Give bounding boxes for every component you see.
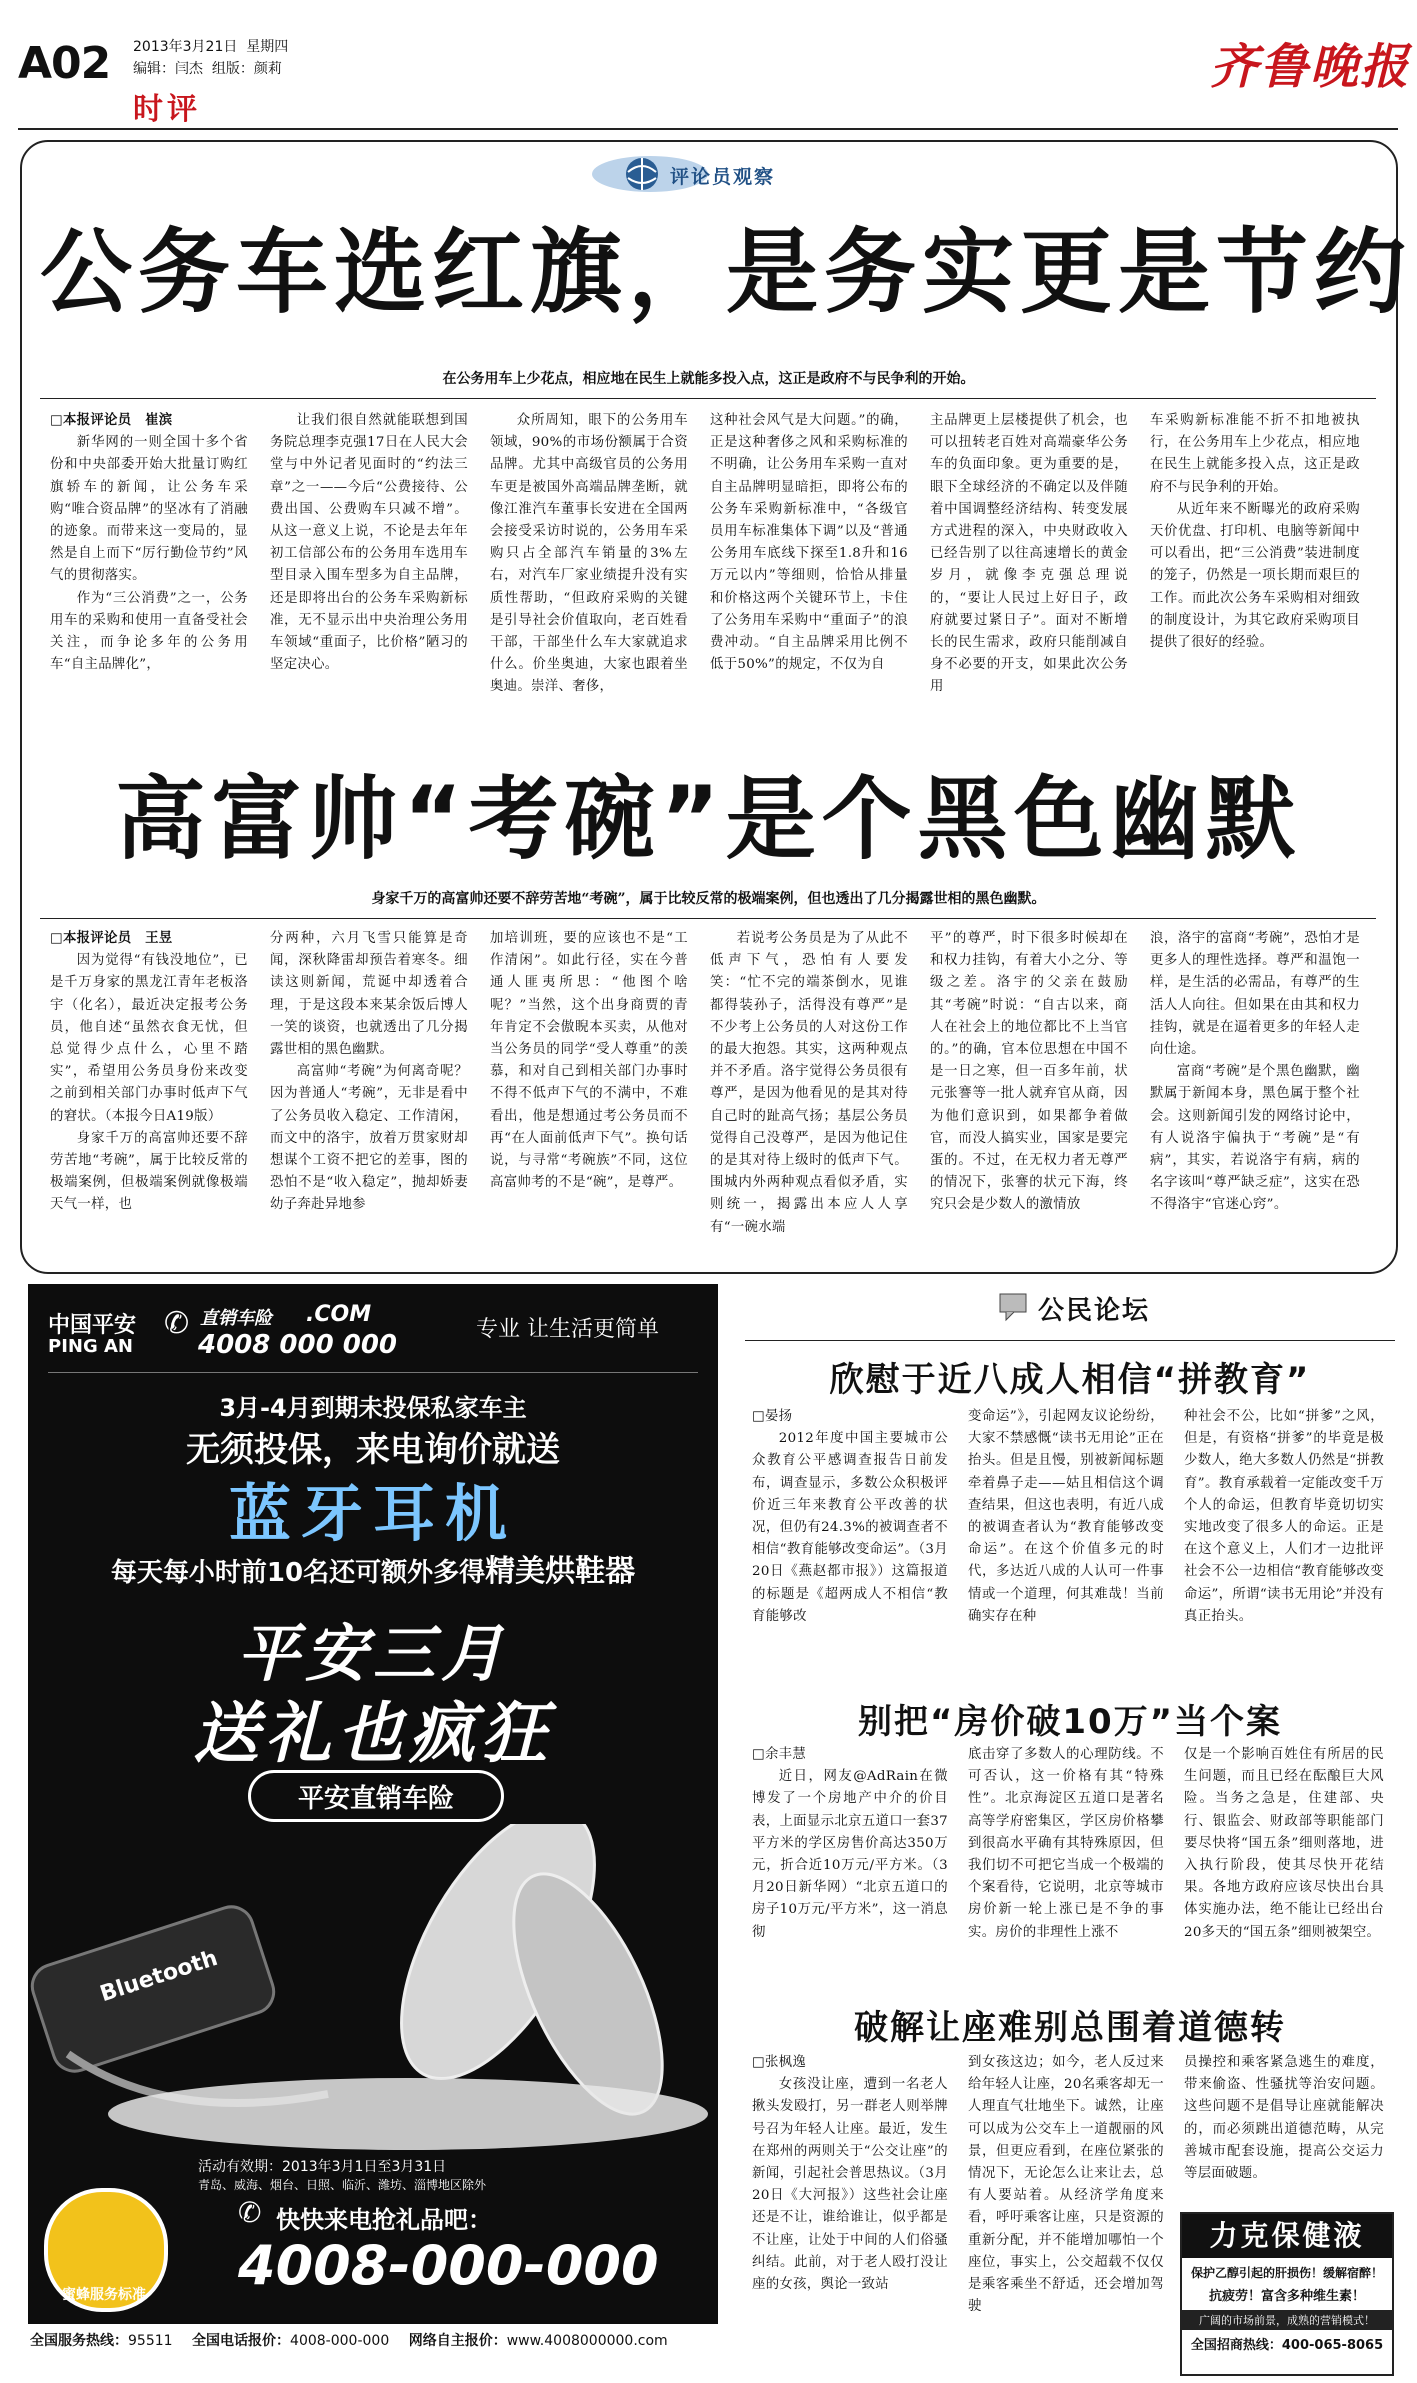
ad-promo-tag-label: 平安直销车险 (297, 1784, 454, 1814)
article1-paragraph: 众所周知，眼下的公务用车领域，90%的市场份额属于合资品牌。尤其中高级官员的公务用车更是被国外高端品牌垄断，就像江淮汽车董事长安进在全国两会接受采访时说的，公务用车采购只占全部汽车销量的3%左右，对汽车厂家业绩提升没有实质性帮助，“但政府采购的关键是引导社会价值取向，老百姓看干部，干部坐什么车大家就追求什么。价坐奥迪，大家也跟着坐奥迪。崇洋、奢侈， (490, 413, 688, 695)
ad-hotline-top: 4008 000 000 (198, 1330, 398, 1360)
forum-a1-paragraph: 2012年度中国主要城市公众教育公平感调查报告日前发布，调查显示，多数公众积极评价近三年来教育公平改善的状况，但仍有24.3%的被调查者不相信“教育能够改变命运”。（3月20日《燕赵都市报》）这篇报道的标题是《超两成人不相信“教育能够改 (752, 1431, 948, 1624)
ad-call: 快快来电抢礼品吧： (276, 2206, 492, 2234)
forum-label: 公民论坛 (1038, 1296, 1151, 1326)
ad-region: 青岛、威海、烟台、日照、临沂、潍坊、淄博地区除外 (198, 2178, 487, 2192)
article2-col6 (1150, 928, 1360, 1258)
article1-col4 (710, 410, 908, 740)
forum-a3-col2 (968, 2052, 1164, 2372)
article2-col4 (710, 928, 908, 1258)
ad-slogan: 专业 让生活更简单 (476, 1317, 659, 1342)
editor-credits: 编辑：闫杰 组版：颜莉 (133, 61, 282, 77)
ad-brand-en: PING AN (48, 1336, 133, 1357)
forum-a2-title: 别把“房价破10万”当个案 (857, 1702, 1282, 1742)
article1-paragraph: 主品牌更上层楼提供了机会，也可以扭转老百姓对高端豪华公务车的负面印象。更为重要的是，眼下全球经济的不确定以及伴随着中国调整经济结构、转变发展方式进程的深入，中央财政收入已经告别了以往高速增长的黄金岁月，就像李克强总理说的，“要让人民过上好日子，政府就要过紧日子”。面对不断增长的民生需求，政府只能削减自身不必要的开支，如果此次公务用 (930, 413, 1128, 695)
forum-a3-paragraph: 员操控和乘客紧急逃生的难度，带来偷盗、性骚扰等治安问题。这些问题不是倡导让座就能解决的，而必须跳出道德范畴，从完善城市配套设施，提高公交运力等层面破题。 (1184, 2055, 1384, 2182)
article2-paragraph: 平”的尊严，时下很多时候却在和权力挂钩，有着大小之分、等级之差。洛宇的父亲在鼓励其“考碗”时说：“自古以来，商人在社会上的地位都比不上当官的。”的确，官本位思想在中国不是一日之寒，但一百多年前，状元张謇等一批人就弃官从商，因为他们意识到，如果都争着做官，而没人搞实业，国家是要完蛋的。不过，在无权力者无尊严的情况下，张謇的状元下海，终究只会是少数人的激情放 (930, 931, 1128, 1213)
ad-call-phone-icon: ✆ (238, 2196, 262, 2229)
article1-subtitle-rule (40, 398, 1376, 399)
ad-line1: 3月-4月到期未投保私家车主 (219, 1394, 527, 1422)
ad-line4b: 精美烘鞋器 (485, 1554, 636, 1589)
forum-a2-col2 (968, 1744, 1164, 2004)
tray-icon (108, 2078, 708, 2150)
forum-a2-byline: □余丰慧 (752, 1747, 807, 1762)
issue-date: 2013年3月21日 星期四 (133, 39, 289, 55)
article2-paragraph: 身家千万的高富帅还要不辞劳苦地“考碗”，属于比较反常的极端案例，但极端案例就像极端天气一样，也 (50, 1130, 248, 1213)
ad-bee-label: 蜜蜂服务标准 (62, 2287, 146, 2303)
ad-brand-cn: 中国平安 (48, 1313, 137, 1338)
article2-paragraph: 加培训班，要的应该也不是“工作清闲”。如此行径，实在今普通人匪夷所思：“他图个啥呢？”当然，这个出身商贾的青年肯定不会傲睨本买卖，从他对当公务员的同学“受人尊重”的羡慕，和对自己到相关部门办事时不得不低声下气的不满中，不难看出，他是想通过考公务员而不再“在人面前低声下气”。换句话说，与寻常“考碗族”不同，这位高富帅考的不是“碗”，是尊严。 (490, 931, 688, 1191)
ad-line2: 无须投保，来电询价就送 (186, 1430, 560, 1470)
header-rule (18, 128, 1398, 130)
commentator-badge (590, 152, 830, 196)
forum-a3-byline: □张枫逸 (752, 2055, 807, 2070)
forum-a1-paragraph: 变命运”》，引起网友议论纷纷，大家不禁感慨“读书无用论”正在抬头。但是且慢，别被新闻标题牵着鼻子走——姑且相信这个调查结果，但这也表明，有近八成的被调查者认为“教育能够改变命运”。在这个价值多元的时代，多达近八成的人认可一件事情或一个道理，何其难哉！当前确实存在种 (968, 1409, 1164, 1624)
article1-paragraph: 让我们很自然就能联想到国务院总理李克强17日在人民大会堂与中外记者见面时的“约法三章”之一——今后“公费接待、公费出国、公费购车只减不增”。从这一意义上说，不论是去年年初工信部公布的公务用车选用车型目录入围车型多为自主品牌，还是即将出台的公务车采购新标准，无不显示出中央治理公务用车领域“重面子，比价格”陋习的坚定决心。 (270, 413, 468, 673)
article1-paragraph: 车采购新标准能不折不扣地被执行，在公务用车上少花点，相应地在民生上就能多投入点，这正是政府不与民争利的开始。 (1150, 413, 1360, 495)
ad-line3: 蓝牙耳机 (228, 1477, 517, 1550)
forum-a3-title: 破解让座难别总围着道德转 (854, 2008, 1286, 2048)
forum-a1-title: 欣慰于近八成人相信“拼教育” (829, 1360, 1311, 1400)
forum-a1-col2 (968, 1406, 1164, 1696)
ad-channel: 直销车险 (200, 1308, 272, 1329)
forum-a2-col3 (1184, 1744, 1384, 2004)
article2-paragraph: 分两种，六月飞雪只能算是奇闻，深秋降雷却预告着寒冬。细读这则新闻，荒诞中却透着合理，于是这段本来某余饭后博人一笑的谈资，也就透出了几分揭露世相的黑色幽默。 (270, 931, 468, 1058)
forum-a2-paragraph: 底击穿了多数人的心理防线。不可否认，这一价格有其“特殊性”。北京海淀区五道口是著名高等学府密集区，学区房价格攀到很高水平确有其特殊原因，但我们切不可把它当成一个极端的个案看待，它说明，北京等城市房价新一轮上涨已是不争的事实。房价的非理性上涨不 (968, 1747, 1164, 1940)
speech-bubble-icon (998, 1292, 1030, 1322)
ad-line4 (28, 1546, 718, 1590)
ad-date-line: 活动有效期：2013年3月1日至3月31日 (198, 2159, 447, 2175)
forum-a1-paragraph: 种社会不公，比如“拼爹”之风，但是，有资格“拼爹”的毕竟是极少数人，绝大多数人仍然是“拼教育”。教育承载着一定能改变千万个人的命运，但教育毕竟切切实实地改变了很多人的命运。正是在这个意义上，人们才一边批评社会不公一边相信“教育能够改变命运”，所谓“读书无用论”并没有真正抬头。 (1184, 1409, 1384, 1624)
corner-ad-line1: 保护乙醇引起的肝损伤！缓解宿醉！ (1190, 2266, 1383, 2280)
article2-title: 高富帅“考碗”是个黑色幽默 (115, 767, 1302, 872)
forum-a3-col1 (752, 2052, 948, 2372)
corner-ad-line3: 广阔的市场前景，成熟的营销模式！ (1182, 2310, 1392, 2330)
article1-subtitle: 在公务用车上少花点，相应地在民生上就能多投入点，这正是政府不与民争利的开始。 (442, 371, 975, 387)
badge-label: 评论员观察 (670, 166, 776, 188)
ad-divider (48, 1372, 698, 1373)
article1-col3 (490, 410, 688, 740)
forum-a2-paragraph: 仅是一个影响百姓住有所居的民生问题，而且已经在酝酿巨大风险。当务之急是，住建部、央行、银监会、财政部等职能部门要尽快将“国五条”细则落地，进入执行阶段，使其尽快开花结果。各地方政府应该尽快出台具体实施办法，绝不能让已经出台20多天的“国五条”细则被架空。 (1184, 1747, 1384, 1940)
article1-paragraph: 作为“三公消费”之一，公务用车的采购和使用一直备受社会关注，而争论多年的公务用车“自主品牌化”， (50, 590, 248, 673)
article2-paragraph: 若说考公务员是为了从此不低声下气，恐怕有人要发笑：“忙不完的端茶倒水，见谁都得装孙子，活得没有尊严”是不少考上公务员的人对这份工作的最大抱怨。其实，这两种观点并不矛盾。洛宇觉得公务员很有尊严，是因为他看见的是其对待自己时的趾高气扬；基层公务员觉得自己没尊严，是因为他记住的是其对待上级时的低声下气。围城内外两种观点看似矛盾，实则统一，揭露出本应人人享有“一碗水端 (710, 931, 908, 1235)
forum-a2-paragraph: 近日，网友@AdRain在微博发了一个房地产中介的价目表，上面显示北京五道口一套37平方米的学区房售价高达350万元，折合近10万元/平方米。（3月20日新华网）“北京五道口的房子10万元/平方米”，这一消息彻 (752, 1769, 948, 1940)
article1-col6 (1150, 410, 1360, 740)
corner-ad-hotline[interactable]: 全国招商热线：400-065-8065 (1190, 2338, 1384, 2353)
article2-paragraph: 富商“考碗”是个黑色幽默，幽默属于新闻本身，黑色属于整个社会。这则新闻引发的网络讨论中，有人说洛宇偏执于“考碗”是“有病”，其实，若说洛宇有病，病的名字该叫“尊严缺乏症”，这实在恐不得洛宇“官迷心窍”。 (1150, 1064, 1360, 1213)
article2-paragraph: 因为觉得“有钱没地位”，已是千万身家的黑龙江青年老板洛宇（化名），最近决定报考公务员，他自述“虽然衣食无忧，但总觉得少点什么，心里不踏实”，希望用公务员身份来改变之前到相关部门办事时低声下气的窘状。（本报今日A19版） (50, 953, 248, 1124)
like-health-advert[interactable] (1180, 2212, 1394, 2376)
forum-a3-paragraph: 女孩没让座，遭到一名老人揪头发殴打，另一群老人则举牌号召为年轻人让座。最近，发生在郑州的两则关于“公交让座”的新闻，引起社会普思热议。（3月20日《大河报》）这些社会让座还是不让，谁给谁让，似乎都是不让座，让处于中间的人们俗骚纠结。此前，对于老人殴打没让座的女孩，舆论一致站 (752, 2077, 948, 2293)
article2-paragraph: 浪，洛宇的富商“考碗”，恐怕才是更多人的理性选择。尊严和温饱一样，是生活的必需品，有尊严的生活人人向往。但如果在由其和权力挂钩，就是在逼着更多的年轻人走向仕途。 (1150, 931, 1360, 1058)
forum-a3-paragraph: 到女孩这边；如今，老人反过来给年轻人让座，20名乘客却无一人理直气壮地坐下。诚然，让座可以成为公交车上一道靓丽的风景，但更应看到，在座位紧张的情况下，无论怎么让来让去，总有人要站着。从经济学角度来看，呼吁乘客让座，只是资源的重新分配，并不能增加哪怕一个座位，事实上，公交超载不仅仅是乘客乘坐不舒适，还会增加驾驶 (968, 2055, 1164, 2315)
forum-a1-col3 (1184, 1406, 1384, 1696)
ad-phone[interactable]: 4008-000-000 (238, 2234, 659, 2297)
article1-title: 公务车选红旗，是务实更是节约 (40, 219, 1413, 326)
ad-promo2: 送礼也疯狂 (193, 1695, 553, 1772)
corner-ad-title: 力克保健液 (1182, 2214, 1392, 2258)
article2-col2 (270, 928, 468, 1258)
article2-byline: □本报评论员 王昱 (50, 931, 173, 946)
ad-site: .COM (306, 1302, 372, 1327)
ad-phone-icon: ✆ (164, 1306, 190, 1341)
forum-rule (745, 1340, 1395, 1341)
article1-col2 (270, 410, 468, 740)
pingan-advert[interactable] (28, 1284, 718, 2324)
forum-a3-col3 (1184, 2052, 1384, 2202)
section-title: 时评 (133, 92, 201, 127)
article2-subtitle-rule (40, 918, 1376, 919)
article1-paragraph: 这种社会风气是大问题。”的确，正是这种奢侈之风和采购标准的不明确，让公务用车采购一直对自主品牌明显暗拒，即将公布的公务车采购新标准中，“各级官员用车标准集体下调”以及“普通公务用车底线下探至1.8升和16万元以内”等细则，恰恰从排量和价格这两个关键环节上，卡住了公务用车采购中“重面子”的浪费冲动。“自主品牌采用比例不低于50%”的规定，不仅为自 (710, 413, 908, 673)
forum-a1-col1 (752, 1406, 948, 1696)
paper-logo: 齐鲁晚报 (1210, 39, 1411, 95)
article2-subtitle: 身家千万的高富帅还要不辞劳苦地“考碗”，属于比较反常的极端案例，但也透出了几分揭露世相的黑色幽默。 (371, 891, 1046, 907)
article1-byline: □本报评论员 崔滨 (50, 413, 173, 428)
article2-col5 (930, 928, 1128, 1258)
ad-promo1: 平安三月 (236, 1617, 509, 1690)
article1-paragraph: 新华网的一则全国十多个省份和中央部委开始大批量订购红旗轿车的新闻，让公务车采购“唯合资品牌”的坚冰有了消融的迹象。而带来这一变局的，显然是自上而下“厉行勤俭节约”风气的贯彻落实。 (50, 435, 248, 584)
ad-device-label: Bluetooth (97, 1945, 221, 2008)
article1-paragraph: 从近年来不断曝光的政府采购天价优盘、打印机、电脑等新闻中可以看出，把“三公消费”装进制度的笼子，仍然是一项长期而艰巨的工作。而此次公务车采购相对细致的制度设计，为其它政府采购项目提供了很好的经验。 (1150, 501, 1360, 651)
page-number: A02 (18, 38, 111, 89)
article2-col3 (490, 928, 688, 1258)
article2-col1 (50, 928, 248, 1258)
ad-footer: 全国服务热线：95511 全国电话报价：4008-000-000 网络自主报价：www.4008000000.com (30, 2333, 668, 2349)
forum-a1-byline: □晏扬 (752, 1409, 793, 1424)
article1-col1 (50, 410, 248, 740)
corner-ad-line2: 抗疲劳！富含多种维生素！ (1208, 2289, 1365, 2304)
article2-paragraph: 高富帅“考碗”为何离奇呢？因为普通人“考碗”，无非是看中了公务员收入稳定、工作清闲，而文中的洛宇，放着万贯家财却想谋个工资不把它的差事，图的恐怕不是“收入稳定”，抛却娇妻幼子奔赴异地参 (270, 1064, 468, 1213)
ad-line4a: 每天每小时前10名还可额外多得 (110, 1558, 486, 1588)
article1-col5 (930, 410, 1128, 740)
forum-a2-col1 (752, 1744, 948, 2004)
